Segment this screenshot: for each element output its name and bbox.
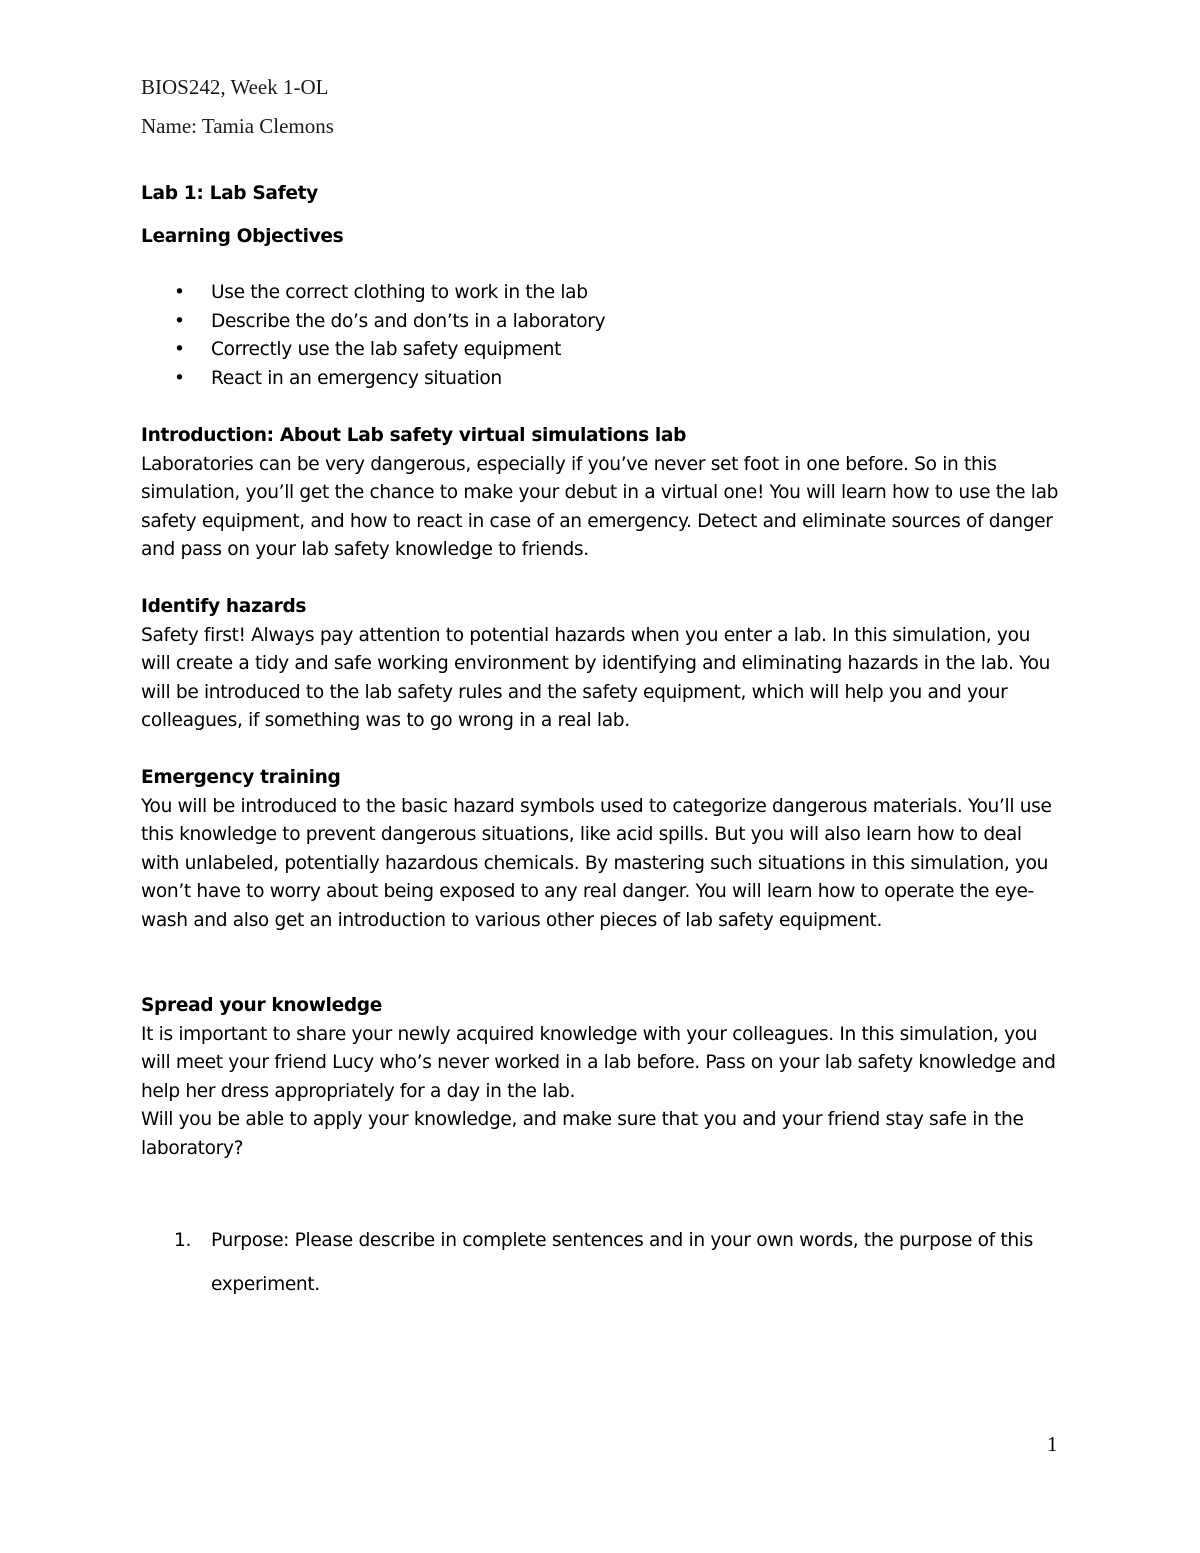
introduction-section: [141, 422, 1061, 565]
introduction-heading: Introduction: About Lab safety virtual simulations lab: [141, 425, 687, 446]
objectives-heading: Learning Objectives: [141, 226, 344, 247]
identify-hazards-text: Safety first! Always pay attention to potential hazards when you enter a lab. In this simulation, you will create a tidy and safe working environment by identifying and eliminating hazards in the lab. You will be introduced to the lab safety rules and the safety equipment, which will help you and your colleagues, if something was to go wrong in a real lab.: [141, 624, 1051, 731]
bullet-icon: •: [174, 282, 185, 303]
bullet-icon: •: [174, 367, 185, 389]
objective-item: [141, 279, 605, 308]
spread-knowledge-text: It is important to share your newly acquired knowledge with your colleagues. In this simulation, you will meet your friend Lucy who’s never worked in a lab before. Pass on your lab safety knowledge and help her dress appropriately for a day in the lab.: [141, 1023, 1056, 1102]
emergency-training-text: You will be introduced to the basic hazard symbols used to categorize dangerous materials. You’ll use this knowledge to prevent dangerous situations, like acid spills. But you will also learn how to deal with unlabeled, potentially hazardous chemicals. By mastering such situations in this simulation, you won’t have to worry about being exposed to any real danger. You will learn how to operate the eye-wash and also get an introduction to various other pieces of lab safety equipment.: [141, 795, 1052, 931]
objective-item: [141, 308, 605, 337]
lab-title: Lab 1: Lab Safety: [141, 183, 318, 204]
objective-item: [141, 365, 605, 394]
objective-text: Correctly use the lab safety equipment: [211, 339, 562, 360]
question-item: [141, 1219, 1061, 1307]
objective-text: React in an emergency situation: [211, 367, 502, 389]
bullet-icon: •: [174, 310, 185, 332]
bullet-icon: •: [174, 339, 185, 360]
emergency-training-heading: Emergency training: [141, 767, 341, 788]
objective-text: Describe the do’s and don’ts in a laboratory: [211, 310, 606, 332]
page-number: 1: [1047, 1432, 1058, 1456]
course-line: BIOS242, Week 1-OL: [141, 75, 329, 99]
closing-question: [141, 1106, 1061, 1163]
objective-text: Use the correct clothing to work in the lab: [211, 282, 588, 303]
identify-hazards-heading: Identify hazards: [141, 596, 307, 617]
student-name-line: Name: Tamia Clemons: [141, 114, 334, 138]
emergency-training-section: [141, 764, 1061, 935]
introduction-text: Laboratories can be very dangerous, especially if you’ve never set foot in one before. So in this simulation, you’ll get the chance to make your debut in a virtual one! You will learn how to use the lab safety equipment, and how to react in case of an emergency. Detect and eliminate sources of danger and pass on your lab safety knowledge to friends.: [141, 453, 1059, 560]
objectives-list: [141, 279, 605, 393]
identify-hazards-section: [141, 593, 1061, 736]
spread-knowledge-section: [141, 992, 1061, 1106]
spread-knowledge-heading: Spread your knowledge: [141, 995, 383, 1016]
closing-question-text: Will you be able to apply your knowledge, and make sure that you and your friend stay safe in the laboratory?: [141, 1109, 1024, 1159]
question-text: Purpose: Please describe in complete sentences and in your own words, the purpose of this experiment.: [211, 1230, 1033, 1295]
objective-item: [141, 336, 605, 365]
question-number: 1.: [174, 1230, 192, 1251]
